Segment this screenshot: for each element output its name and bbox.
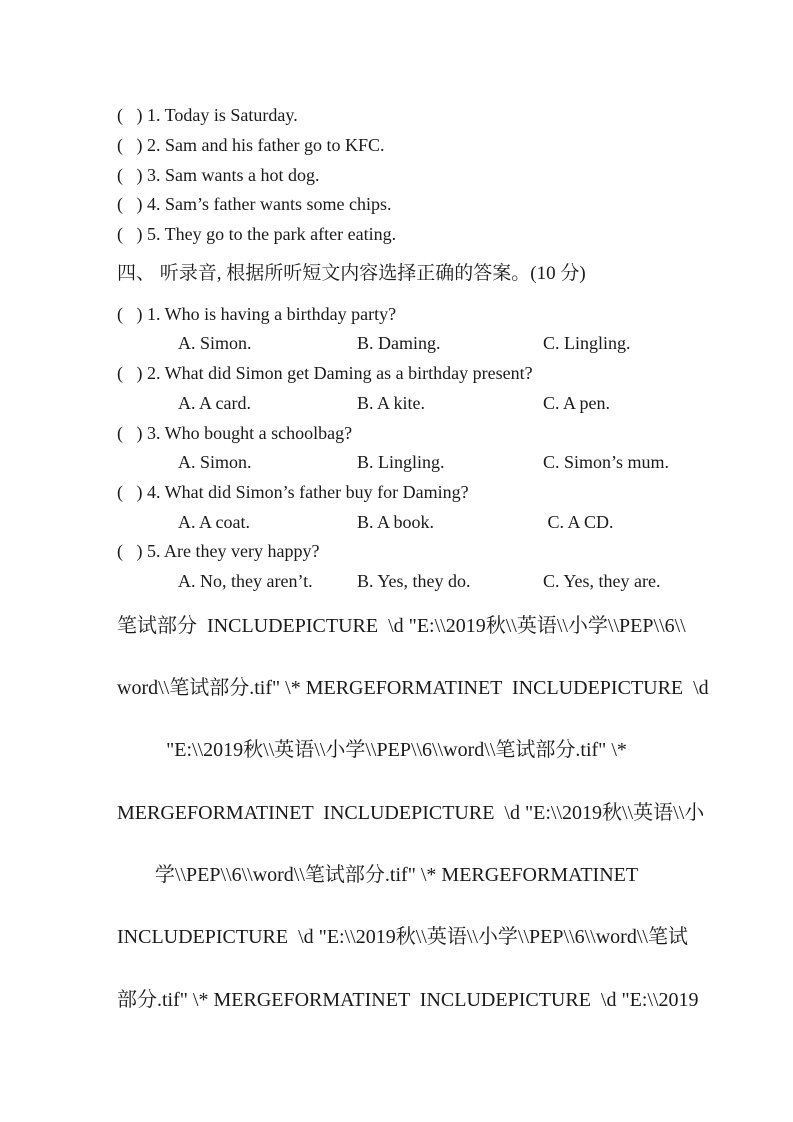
option-a: A. No, they aren’t. xyxy=(178,571,313,592)
option-b: B. A kite. xyxy=(357,392,426,413)
field-code-line: MERGEFORMATINET INCLUDEPICTURE \d "E:\\2019秋\\英语\\小 xyxy=(117,801,705,824)
field-code-line: "E:\\2019秋\\英语\\小学\\PEP\\6\\word\\笔试部分.tif" \* xyxy=(166,739,627,762)
question-prompt: ( ) 5. Are they very happy? xyxy=(117,541,320,562)
true-false-item: ( ) 4. Sam’s father wants some chips. xyxy=(117,194,392,215)
true-false-item: ( ) 2. Sam and his father go to KFC. xyxy=(117,134,385,155)
field-code-line: INCLUDEPICTURE \d "E:\\2019秋\\英语\\小学\\PEP\\6\\word\\笔试 xyxy=(117,926,688,949)
options-row xyxy=(117,567,676,597)
field-code-line: 笔试部分 INCLUDEPICTURE \d "E:\\2019秋\\英语\\小学\\PEP\\6\\ xyxy=(117,614,686,637)
option-c: C. A pen. xyxy=(543,392,611,413)
options-row xyxy=(117,448,676,478)
option-b: B. Yes, they do. xyxy=(357,571,471,592)
question-block xyxy=(117,419,676,478)
question-prompt: ( ) 3. Who bought a schoolbag? xyxy=(117,422,353,443)
option-c: C. Yes, they are. xyxy=(543,571,661,592)
question-block xyxy=(117,478,676,537)
field-code-line: 学\\PEP\\6\\word\\笔试部分.tif" \* MERGEFORMATINET xyxy=(154,863,639,886)
options-row xyxy=(117,389,676,419)
true-false-item: ( ) 5. They go to the park after eating. xyxy=(117,224,397,244)
option-b: B. A book. xyxy=(357,511,435,532)
true-false-section xyxy=(117,101,676,250)
option-a: A. Simon. xyxy=(178,333,252,354)
option-b: B. Lingling. xyxy=(357,452,445,473)
option-b: B. Daming. xyxy=(357,333,441,354)
option-c: C. A CD. xyxy=(543,511,614,532)
question-block xyxy=(117,359,676,418)
option-a: A. Simon. xyxy=(178,452,252,473)
field-code-line: word\\笔试部分.tif" \* MERGEFORMATINET INCLUDEPICTURE \d xyxy=(117,677,709,700)
question-block xyxy=(117,300,676,359)
question-prompt: ( ) 2. What did Simon get Daming as a birthday present? xyxy=(117,363,533,384)
option-a: A. A coat. xyxy=(178,511,250,532)
written-part-field-code-paragraph xyxy=(117,595,709,1031)
question-block xyxy=(117,537,676,596)
question-prompt: ( ) 1. Who is having a birthday party? xyxy=(117,303,397,324)
section-four-heading: 四、 听录音, 根据所听短文内容选择正确的答案。(10 分) xyxy=(117,262,586,284)
question-prompt: ( ) 4. What did Simon’s father buy for Daming? xyxy=(117,481,469,502)
option-c: C. Simon’s mum. xyxy=(543,452,670,473)
options-row xyxy=(117,508,676,538)
options-row xyxy=(117,329,676,359)
field-code-line: 部分.tif" \* MERGEFORMATINET INCLUDEPICTURE \d "E:\\2019 xyxy=(117,988,699,1011)
true-false-item: ( ) 3. Sam wants a hot dog. xyxy=(117,164,320,185)
option-a: A. A card. xyxy=(178,392,251,413)
option-c: C. Lingling. xyxy=(543,333,631,354)
listening-questions-section xyxy=(117,300,676,597)
true-false-item: ( ) 1. Today is Saturday. xyxy=(117,105,298,125)
